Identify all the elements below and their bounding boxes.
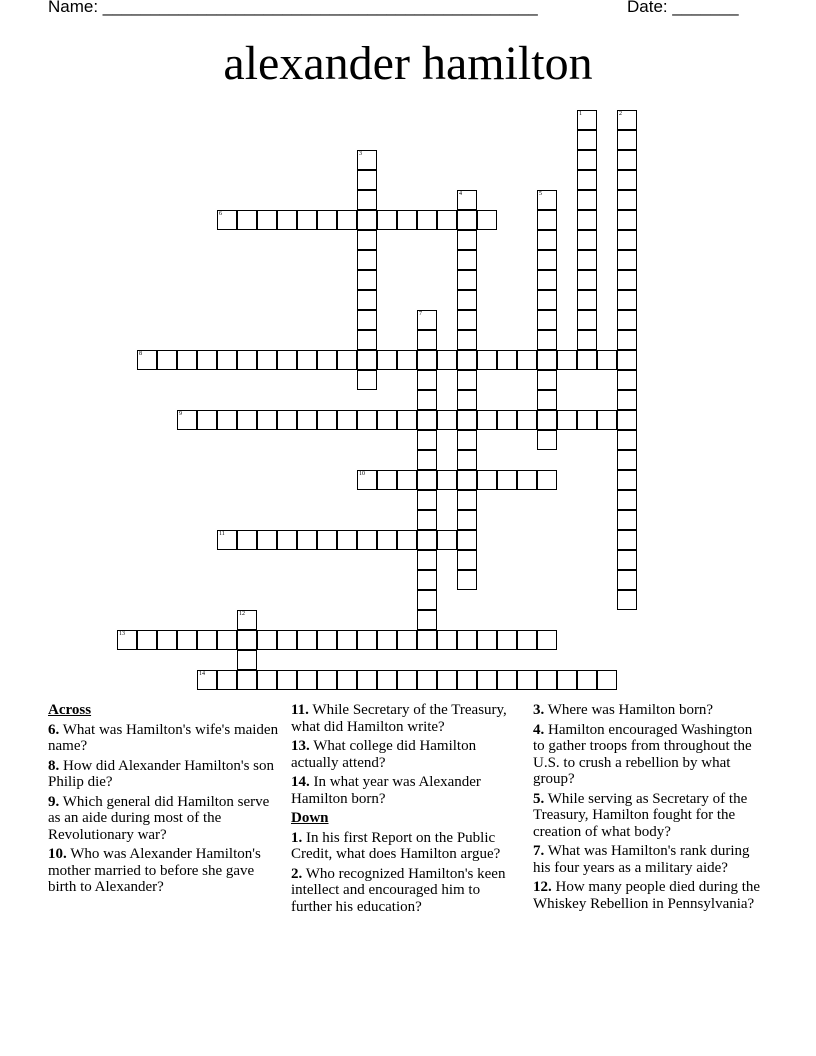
grid-cell[interactable] — [177, 350, 197, 370]
clue-number: 5. — [533, 790, 545, 807]
grid-cell[interactable] — [417, 330, 437, 350]
grid-cell[interactable] — [577, 330, 597, 350]
grid-cell[interactable] — [277, 670, 297, 690]
cell-number: 8 — [139, 351, 142, 357]
clue-number: 1. — [291, 829, 303, 846]
clue-number: 4. — [533, 721, 545, 738]
grid-cell[interactable] — [377, 210, 397, 230]
grid-cell[interactable] — [537, 250, 557, 270]
grid-cell[interactable] — [577, 290, 597, 310]
grid-cell[interactable] — [617, 390, 637, 410]
grid-cell[interactable] — [397, 350, 417, 370]
grid-cell[interactable] — [417, 390, 437, 410]
grid-cell[interactable] — [297, 410, 317, 430]
grid-cell[interactable] — [537, 430, 557, 450]
clue-text: What was Hamilton's rank during his four years as a military aide? — [533, 843, 750, 876]
grid-cell[interactable] — [417, 530, 437, 550]
clue-number: 14. — [291, 774, 310, 790]
grid-cell[interactable] — [457, 210, 477, 230]
grid-cell[interactable] — [577, 110, 597, 130]
name-field[interactable]: Name: ______________________________________________ — [48, 0, 538, 16]
cell-number: 1 — [579, 111, 582, 117]
grid-cell[interactable] — [237, 530, 257, 550]
grid-cell[interactable] — [617, 210, 637, 230]
grid-cell[interactable] — [617, 110, 637, 130]
grid-cell[interactable] — [437, 210, 457, 230]
grid-cell[interactable] — [297, 210, 317, 230]
grid-cell[interactable] — [497, 410, 517, 430]
grid-cell[interactable] — [457, 410, 477, 430]
grid-cell[interactable] — [617, 570, 637, 590]
grid-cell[interactable] — [257, 350, 277, 370]
grid-cell[interactable] — [237, 650, 257, 670]
clue-text: Hamilton encouraged Washington to gather troops from throughout the U.S. to crush a rebellion by what group? — [533, 721, 753, 787]
grid-cell[interactable] — [317, 210, 337, 230]
clue-down-5 — [533, 791, 765, 841]
grid-cell[interactable] — [437, 350, 457, 370]
grid-cell[interactable] — [497, 630, 517, 650]
grid-cell[interactable] — [357, 470, 377, 490]
grid-cell[interactable] — [457, 630, 477, 650]
clue-number: 12. — [533, 879, 552, 895]
grid-cell[interactable] — [317, 410, 337, 430]
clue-text: While serving as Secretary of the Treasury, Hamilton fought for the creation of what body? — [533, 790, 748, 840]
clue-number: 7. — [533, 843, 545, 859]
clue-down-7 — [533, 843, 765, 876]
grid-cell[interactable] — [257, 210, 277, 230]
grid-cell[interactable] — [597, 670, 617, 690]
grid-cell[interactable] — [537, 330, 557, 350]
grid-cell[interactable] — [617, 370, 637, 390]
clue-text: In his first Report on the Public Credit, what does Hamilton argue? — [291, 829, 501, 862]
grid-cell[interactable] — [617, 490, 637, 510]
grid-cell[interactable] — [457, 510, 477, 530]
grid-cell[interactable] — [517, 630, 537, 650]
clue-down-1 — [291, 830, 523, 863]
grid-cell[interactable] — [517, 410, 537, 430]
clue-down-12 — [533, 879, 765, 912]
grid-cell[interactable] — [197, 670, 217, 690]
grid-cell[interactable] — [517, 350, 537, 370]
grid-cell[interactable] — [337, 210, 357, 230]
grid-cell[interactable] — [377, 530, 397, 550]
grid-cell[interactable] — [437, 410, 457, 430]
grid-cell[interactable] — [497, 670, 517, 690]
grid-cell[interactable] — [397, 630, 417, 650]
grid-cell[interactable] — [397, 470, 417, 490]
clue-number: 8. — [48, 757, 60, 774]
grid-cell[interactable] — [617, 230, 637, 250]
grid-cell[interactable] — [357, 170, 377, 190]
grid-cell[interactable] — [417, 610, 437, 630]
clue-across-10 — [48, 846, 280, 896]
grid-cell[interactable] — [517, 670, 537, 690]
grid-cell[interactable] — [617, 170, 637, 190]
grid-cell[interactable] — [537, 390, 557, 410]
grid-cell[interactable] — [337, 350, 357, 370]
grid-cell[interactable] — [417, 570, 437, 590]
grid-cell[interactable] — [197, 350, 217, 370]
grid-cell[interactable] — [417, 350, 437, 370]
clue-down-2 — [291, 866, 523, 916]
grid-cell[interactable] — [417, 310, 437, 330]
grid-cell[interactable] — [437, 470, 457, 490]
grid-cell[interactable] — [317, 350, 337, 370]
clue-across-14 — [291, 774, 523, 807]
grid-cell[interactable] — [497, 470, 517, 490]
grid-cell[interactable] — [237, 410, 257, 430]
grid-cell[interactable] — [457, 490, 477, 510]
clue-down-3 — [533, 702, 765, 719]
grid-cell[interactable] — [457, 370, 477, 390]
clue-down-4 — [533, 722, 765, 788]
grid-cell[interactable] — [537, 410, 557, 430]
clue-text: While Secretary of the Treasury, what did Hamilton write? — [291, 702, 507, 735]
grid-cell[interactable] — [457, 250, 477, 270]
grid-cell[interactable] — [297, 530, 317, 550]
grid-cell[interactable] — [617, 410, 637, 430]
grid-cell[interactable] — [377, 410, 397, 430]
grid-cell[interactable] — [277, 410, 297, 430]
grid-cell[interactable] — [577, 250, 597, 270]
grid-cell[interactable] — [457, 230, 477, 250]
cell-number: 6 — [219, 211, 222, 217]
grid-cell[interactable] — [537, 290, 557, 310]
grid-cell[interactable] — [137, 350, 157, 370]
grid-cell[interactable] — [357, 250, 377, 270]
grid-cell[interactable] — [417, 550, 437, 570]
clue-across-8 — [48, 758, 280, 791]
grid-cell[interactable] — [577, 190, 597, 210]
clue-across-11 — [291, 702, 523, 735]
grid-cell[interactable] — [197, 630, 217, 650]
grid-cell[interactable] — [417, 670, 437, 690]
grid-cell[interactable] — [217, 210, 237, 230]
down-heading: Down — [291, 810, 329, 826]
grid-cell[interactable] — [457, 550, 477, 570]
grid-cell[interactable] — [537, 210, 557, 230]
clue-number: 2. — [291, 865, 303, 882]
clue-text: Where was Hamilton born? — [547, 702, 714, 718]
grid-cell[interactable] — [477, 350, 497, 370]
grid-cell[interactable] — [357, 190, 377, 210]
clue-text: How did Alexander Hamilton's son Philip die? — [48, 757, 275, 790]
grid-cell[interactable] — [417, 470, 437, 490]
clue-across-6 — [48, 722, 280, 755]
grid-cell[interactable] — [417, 410, 437, 430]
grid-cell[interactable] — [157, 350, 177, 370]
grid-cell[interactable] — [537, 270, 557, 290]
grid-cell[interactable] — [557, 410, 577, 430]
grid-cell[interactable] — [457, 450, 477, 470]
grid-cell[interactable] — [617, 590, 637, 610]
cell-number: 13 — [119, 631, 125, 637]
cell-number: 12 — [239, 611, 245, 617]
grid-cell[interactable] — [417, 490, 437, 510]
grid-cell[interactable] — [477, 470, 497, 490]
clue-across-13 — [291, 738, 523, 771]
grid-cell[interactable] — [237, 610, 257, 630]
grid-cell[interactable] — [537, 630, 557, 650]
clue-text: Which general did Hamilton serve as an aide during most of the Revolutionary war? — [48, 793, 270, 843]
grid-cell[interactable] — [257, 670, 277, 690]
grid-cell[interactable] — [337, 530, 357, 550]
grid-cell[interactable] — [377, 350, 397, 370]
clue-text: Who was Alexander Hamilton's mother married to before she gave birth to Alexander? — [48, 846, 261, 895]
grid-cell[interactable] — [157, 630, 177, 650]
cell-number: 7 — [419, 311, 422, 317]
clue-text: In what year was Alexander Hamilton born? — [291, 774, 481, 807]
grid-cell[interactable] — [217, 410, 237, 430]
grid-cell[interactable] — [617, 310, 637, 330]
grid-cell[interactable] — [477, 670, 497, 690]
grid-cell[interactable] — [577, 230, 597, 250]
grid-cell[interactable] — [457, 570, 477, 590]
grid-cell[interactable] — [177, 630, 197, 650]
grid-cell[interactable] — [557, 670, 577, 690]
grid-cell[interactable] — [417, 210, 437, 230]
clue-text: How many people died during the Whiskey Rebellion in Pennsylvania? — [533, 879, 761, 912]
grid-cell[interactable] — [577, 150, 597, 170]
grid-cell[interactable] — [357, 350, 377, 370]
grid-cell[interactable] — [237, 210, 257, 230]
grid-cell[interactable] — [477, 410, 497, 430]
grid-cell[interactable] — [417, 450, 437, 470]
grid-cell[interactable] — [177, 410, 197, 430]
grid-cell[interactable] — [537, 670, 557, 690]
grid-cell[interactable] — [377, 470, 397, 490]
puzzle-title: alexander hamilton — [223, 37, 593, 90]
grid-cell[interactable] — [537, 470, 557, 490]
grid-cell[interactable] — [317, 630, 337, 650]
cell-number: 10 — [359, 471, 365, 477]
grid-cell[interactable] — [457, 190, 477, 210]
grid-cell[interactable] — [617, 530, 637, 550]
grid-cell[interactable] — [597, 350, 617, 370]
grid-cell[interactable] — [457, 310, 477, 330]
grid-cell[interactable] — [337, 410, 357, 430]
grid-cell[interactable] — [457, 390, 477, 410]
grid-cell[interactable] — [357, 310, 377, 330]
grid-cell[interactable] — [217, 530, 237, 550]
grid-cell[interactable] — [237, 670, 257, 690]
grid-cell[interactable] — [617, 290, 637, 310]
grid-cell[interactable] — [577, 130, 597, 150]
cell-number: 5 — [539, 191, 542, 197]
grid-cell[interactable] — [457, 530, 477, 550]
clue-number: 10. — [48, 846, 67, 862]
grid-cell[interactable] — [277, 210, 297, 230]
grid-cell[interactable] — [357, 410, 377, 430]
grid-cell[interactable] — [597, 410, 617, 430]
grid-cell[interactable] — [377, 670, 397, 690]
grid-cell[interactable] — [457, 270, 477, 290]
grid-cell[interactable] — [277, 630, 297, 650]
grid-cell[interactable] — [477, 630, 497, 650]
grid-cell[interactable] — [537, 350, 557, 370]
grid-cell[interactable] — [357, 530, 377, 550]
grid-cell[interactable] — [497, 350, 517, 370]
clue-number: 11. — [291, 702, 309, 718]
cell-number: 11 — [219, 531, 225, 537]
grid-cell[interactable] — [457, 470, 477, 490]
grid-cell[interactable] — [317, 670, 337, 690]
grid-cell[interactable] — [357, 230, 377, 250]
grid-cell[interactable] — [617, 250, 637, 270]
grid-cell[interactable] — [217, 630, 237, 650]
grid-cell[interactable] — [577, 210, 597, 230]
grid-cell[interactable] — [577, 270, 597, 290]
grid-cell[interactable] — [617, 470, 637, 490]
grid-cell[interactable] — [517, 470, 537, 490]
grid-cell[interactable] — [417, 630, 437, 650]
clue-number: 9. — [48, 793, 60, 810]
grid-cell[interactable] — [537, 370, 557, 390]
grid-cell[interactable] — [617, 510, 637, 530]
grid-cell[interactable] — [457, 330, 477, 350]
grid-cell[interactable] — [457, 290, 477, 310]
grid-cell[interactable] — [617, 270, 637, 290]
grid-cell[interactable] — [317, 530, 337, 550]
grid-cell[interactable] — [617, 190, 637, 210]
grid-cell[interactable] — [397, 210, 417, 230]
grid-cell[interactable] — [237, 350, 257, 370]
clue-across-9 — [48, 794, 280, 844]
across-heading: Across — [48, 702, 92, 718]
cell-number: 3 — [359, 151, 362, 157]
cell-number: 14 — [199, 671, 205, 677]
grid-cell[interactable] — [357, 210, 377, 230]
clue-number: 13. — [291, 738, 310, 754]
grid-cell[interactable] — [617, 430, 637, 450]
clues-column-3 — [533, 702, 765, 915]
grid-cell[interactable] — [297, 630, 317, 650]
grid-cell[interactable] — [477, 210, 497, 230]
grid-cell[interactable] — [617, 350, 637, 370]
grid-cell[interactable] — [437, 670, 457, 690]
cell-number: 9 — [179, 411, 182, 417]
grid-cell[interactable] — [577, 670, 597, 690]
grid-cell[interactable] — [417, 510, 437, 530]
grid-cell[interactable] — [357, 370, 377, 390]
grid-cell[interactable] — [617, 550, 637, 570]
grid-cell[interactable] — [197, 410, 217, 430]
grid-cell[interactable] — [257, 410, 277, 430]
grid-cell[interactable] — [217, 350, 237, 370]
clue-number: 3. — [533, 702, 545, 718]
grid-cell[interactable] — [397, 410, 417, 430]
date-field[interactable]: Date: _______ — [627, 0, 739, 16]
clue-text: Who recognized Hamilton's keen intellect and encouraged him to further his education? — [291, 865, 506, 915]
grid-cell[interactable] — [577, 410, 597, 430]
grid-cell[interactable] — [257, 530, 277, 550]
grid-cell[interactable] — [397, 670, 417, 690]
cell-number: 4 — [459, 191, 462, 197]
grid-cell[interactable] — [437, 530, 457, 550]
grid-cell[interactable] — [457, 430, 477, 450]
grid-cell[interactable] — [297, 670, 317, 690]
grid-cell[interactable] — [357, 670, 377, 690]
grid-cell[interactable] — [417, 370, 437, 390]
grid-cell[interactable] — [617, 330, 637, 350]
clue-number: 6. — [48, 721, 60, 738]
grid-cell[interactable] — [357, 630, 377, 650]
grid-cell[interactable] — [557, 350, 577, 370]
grid-cell[interactable] — [537, 190, 557, 210]
grid-cell[interactable] — [577, 350, 597, 370]
grid-cell[interactable] — [337, 670, 357, 690]
grid-cell[interactable] — [457, 350, 477, 370]
grid-cell[interactable] — [417, 430, 437, 450]
grid-cell[interactable] — [117, 630, 137, 650]
grid-cell[interactable] — [137, 630, 157, 650]
grid-cell[interactable] — [457, 670, 477, 690]
grid-cell[interactable] — [417, 590, 437, 610]
grid-cell[interactable] — [357, 270, 377, 290]
clues-column-2 — [291, 702, 523, 918]
grid-cell[interactable] — [577, 310, 597, 330]
grid-cell[interactable] — [237, 630, 257, 650]
grid-cell[interactable] — [217, 670, 237, 690]
grid-cell[interactable] — [257, 630, 277, 650]
grid-cell[interactable] — [397, 530, 417, 550]
grid-cell[interactable] — [357, 150, 377, 170]
grid-cell[interactable] — [617, 150, 637, 170]
grid-cell[interactable] — [437, 630, 457, 650]
grid-cell[interactable] — [357, 290, 377, 310]
clue-text: What college did Hamilton actually attend? — [291, 738, 477, 771]
clue-text: What was Hamilton's wife's maiden name? — [48, 721, 279, 754]
grid-cell[interactable] — [537, 230, 557, 250]
grid-cell[interactable] — [617, 130, 637, 150]
cell-number: 2 — [619, 111, 622, 117]
clues-column-1 — [48, 702, 280, 899]
grid-cell[interactable] — [277, 350, 297, 370]
grid-cell[interactable] — [357, 330, 377, 350]
grid-cell[interactable] — [537, 310, 557, 330]
grid-cell[interactable] — [277, 530, 297, 550]
grid-cell[interactable] — [617, 450, 637, 470]
grid-cell[interactable] — [297, 350, 317, 370]
grid-cell[interactable] — [577, 170, 597, 190]
grid-cell[interactable] — [377, 630, 397, 650]
grid-cell[interactable] — [337, 630, 357, 650]
